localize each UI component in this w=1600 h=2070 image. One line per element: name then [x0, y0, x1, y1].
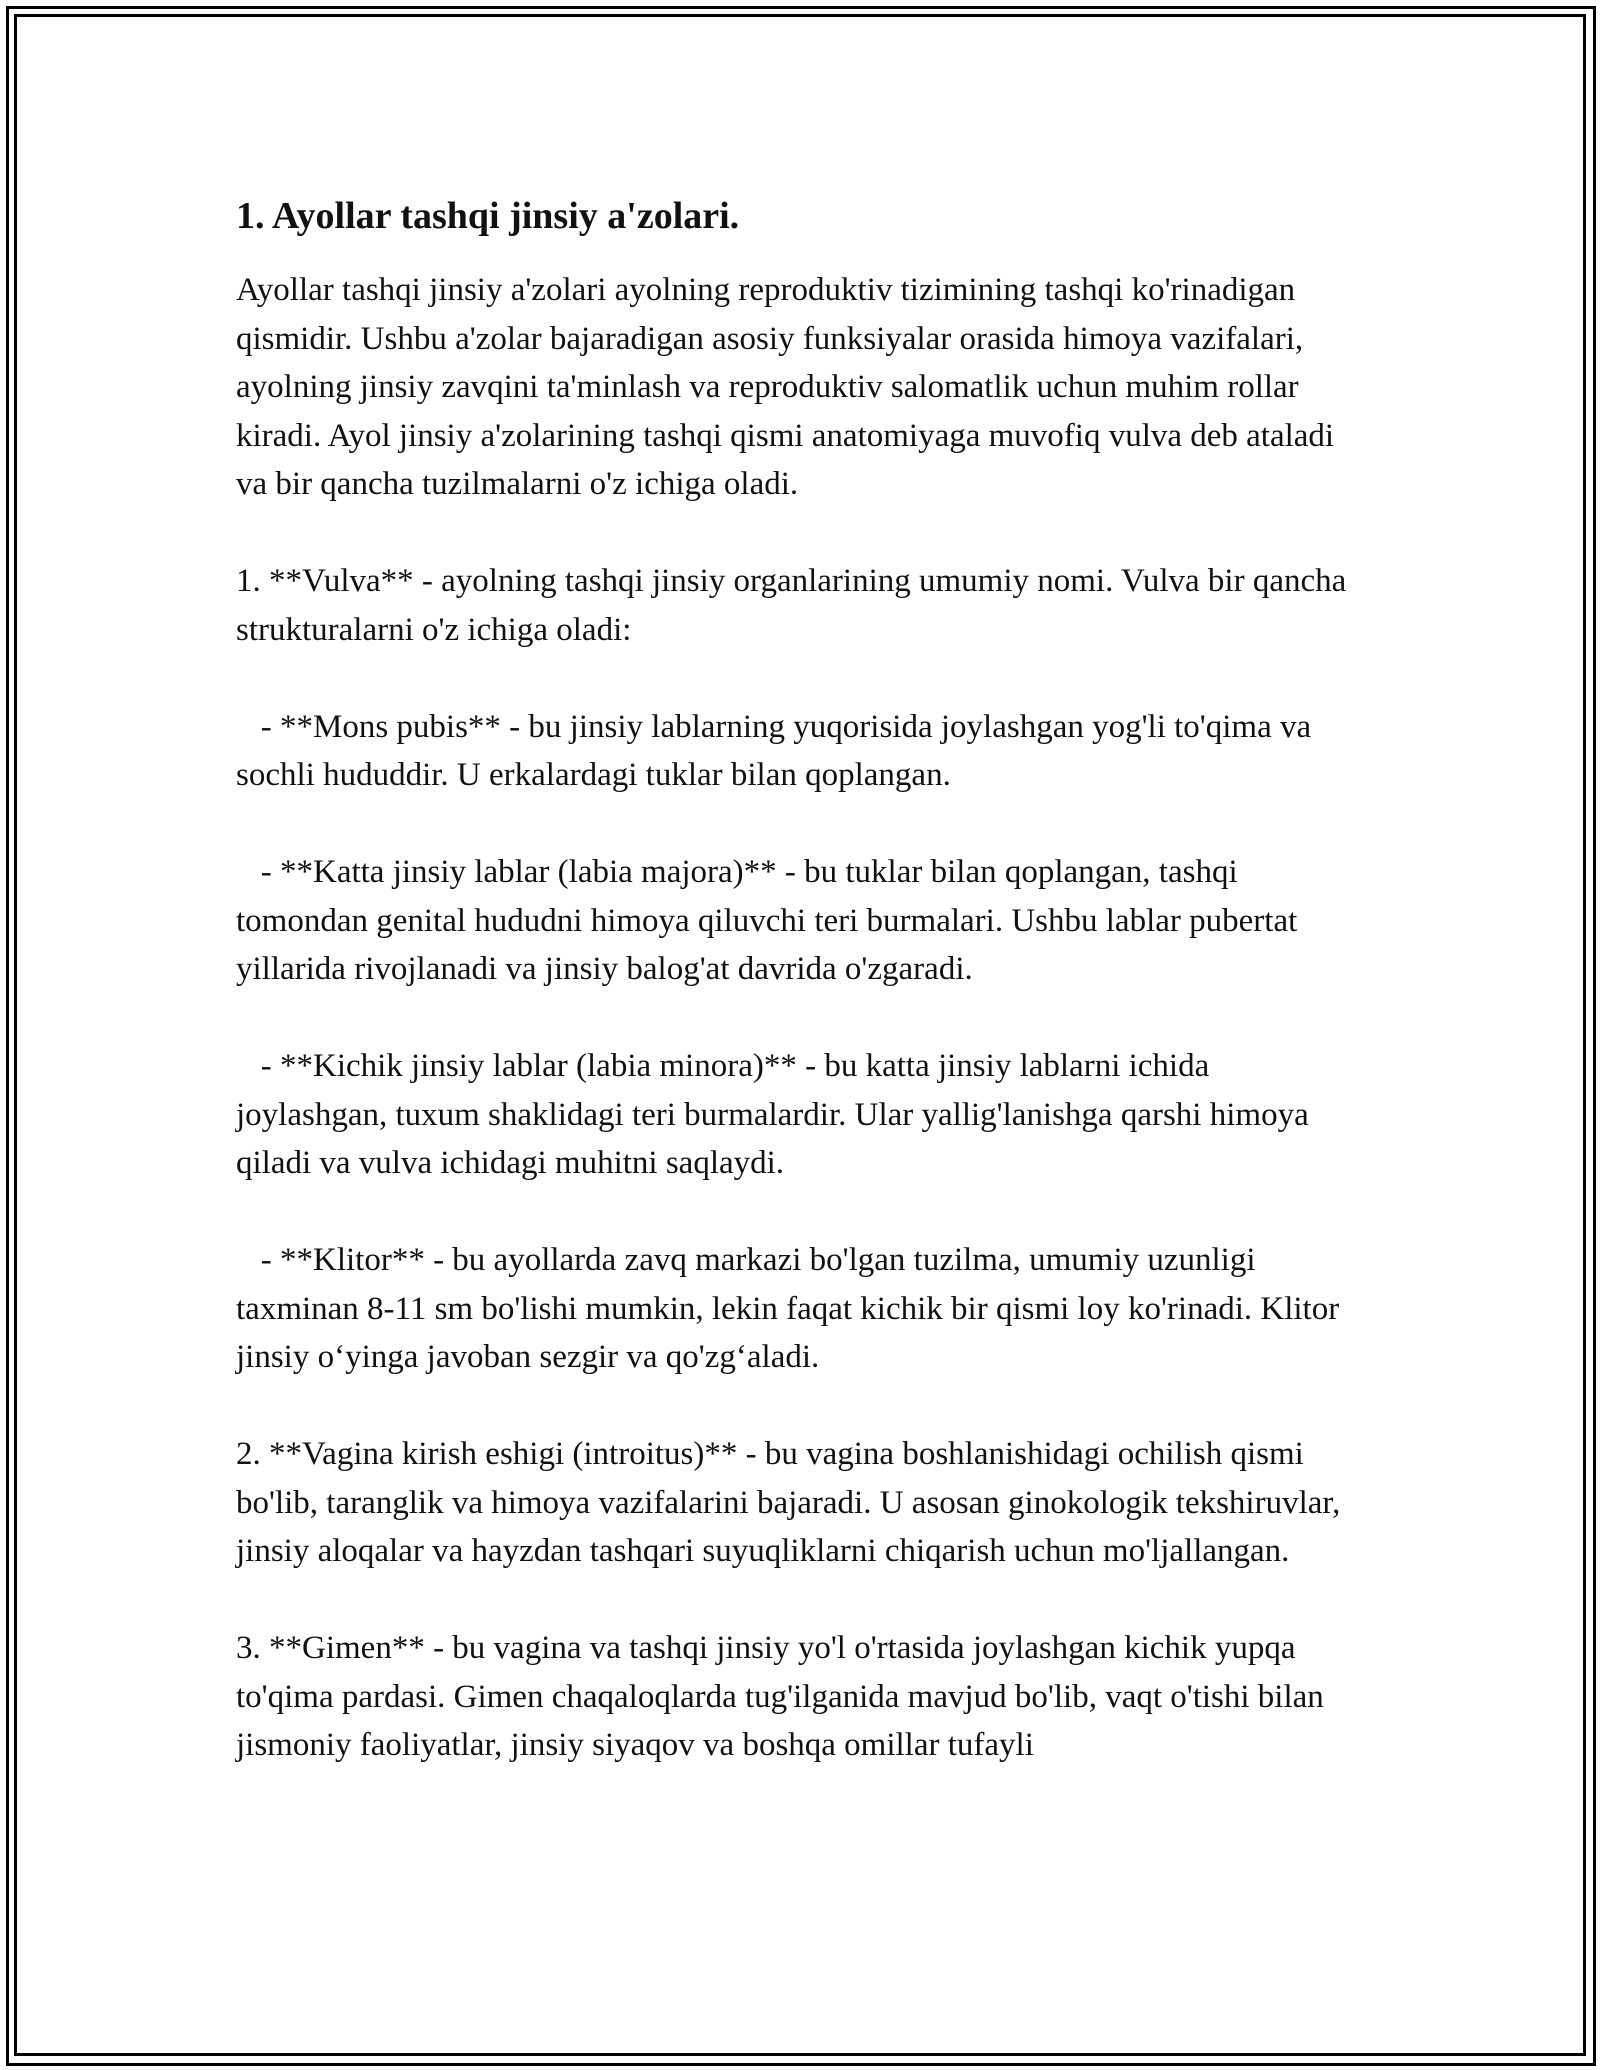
- sub-item-klitor: - **Klitor** - bu ayollarda zavq markazi bo'lgan tuzilma, umumiy uzunligi taxminan 8-11 sm bo'lishi mumkin, lekin faqat kichik bir qismi loy ko'rinadi. Klitor jinsiy o‘yinga javoban sezgir va qo'zg‘aladi.: [236, 1242, 1348, 1375]
- intro-paragraph: Ayollar tashqi jinsiy a'zolari ayolning reproduktiv tizimining tashqi ko'rinadigan qismidir. Ushbu a'zolar bajaradigan asosiy funksiyalar orasida himoya vazifalari, ayolning jinsiy zavqini ta'minlash va reproduktiv salomatlik uchun muhim rollar kiradi. Ayol jinsiy a'zolarining tashqi qismi anatomiyaga muvofiq vulva deb ataladi va bir qancha tuzilmalarni o'z ichiga oladi.: [236, 272, 1343, 502]
- list-item-vulva: 1. **Vulva** - ayolning tashqi jinsiy organlarining umumiy nomi. Vulva bir qancha strukturalarni o'z ichiga oladi:: [236, 563, 1355, 648]
- list-item-gimen: 3. **Gimen** - bu vagina va tashqi jinsiy yo'l o'rtasida joylashgan kichik yupqa to'qima pardasi. Gimen chaqaloqlarda tug'ilganida mavjud bo'lib, vaqt o'tishi bilan jismoniy faoliyatlar, jinsiy siyaqov va boshqa omillar tufayli: [236, 1630, 1333, 1763]
- list-item-introitus: 2. **Vagina kirish eshigi (introitus)** - bu vagina boshlanishidagi ochilish qismi bo'lib, taranglik va himoya vazifalarini bajaradi. U asosan ginokologik tekshiruvlar, jinsiy aloqalar va hayzdan tashqari suyuqliklarni chiqarish uchun mo'ljallangan.: [236, 1436, 1349, 1569]
- document-title: 1. Ayollar tashqi jinsiy a'zolari.: [236, 195, 740, 237]
- sub-item-mons-pubis: - **Mons pubis** - bu jinsiy lablarning yuqorisida joylashgan yog'li to'qima va sochli hududdir. U erkalardagi tuklar bilan qoplangan.: [236, 708, 1320, 793]
- document-body: [236, 190, 1366, 1818]
- sub-item-labia-minora: - **Kichik jinsiy lablar (labia minora)** - bu katta jinsiy lablarni ichida joylashgan, tuxum shaklidagi teri burmalardir. Ular yallig'lanishga qarshi himoya qiladi va vulva ichidagi muhitni saqlaydi.: [236, 1048, 1317, 1181]
- sub-item-labia-majora: - **Katta jinsiy lablar (labia majora)** - bu tuklar bilan qoplangan, tashqi tomondan genital hududni himoya qiluvchi teri burmalari. Ushbu lablar pubertat yillarida rivojlanadi va jinsiy balog'at davrida o'zgaradi.: [236, 854, 1306, 987]
